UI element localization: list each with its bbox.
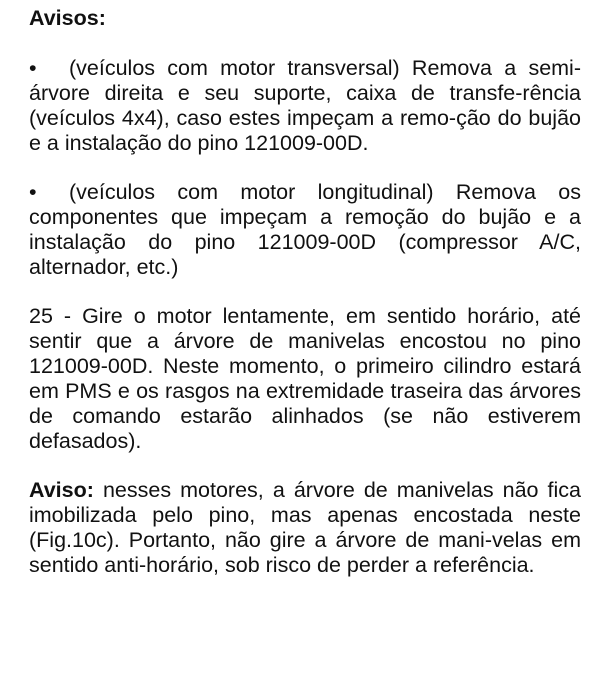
bullet-text: (veículos com motor longitudinal) Remova os componentes que impeçam a remoção do bujão e a instalação do pino 121009-00D (compressor A/C, alternador, etc.) (29, 180, 581, 279)
step-25-paragraph: 25 - Gire o motor lentamente, em sentido horário, até sentir que a árvore de manivelas encostou no pino 121009-00D. Neste momento, o primeiro cilindro estará em PMS e os rasgos na extremidade traseira das árvores de comando estarão alinhados (se não estiverem defasados). (29, 304, 581, 453)
section-heading: Avisos: (29, 6, 106, 30)
warning-paragraph (29, 478, 581, 578)
warning-label: Aviso: (29, 478, 94, 502)
bullet-item-longitudinal (29, 180, 581, 280)
bullet-item-transversal (29, 56, 581, 156)
bullet-icon: • (29, 180, 37, 204)
document-page (29, 6, 581, 602)
warning-text: nesses motores, a árvore de manivelas não fica imobilizada pelo pino, mas apenas encostada neste (Fig.10c). Portanto, não gire a árvore de mani-velas em sentido anti-horário, sob risco de perder a referência. (29, 478, 581, 577)
bullet-icon: • (29, 56, 37, 80)
bullet-text: (veículos com motor transversal) Remova a semi-árvore direita e seu suporte, caixa de transfe-rência (veículos 4x4), caso estes impeçam a remo-ção do bujão e a instalação do pino 121009-00D. (29, 56, 581, 155)
